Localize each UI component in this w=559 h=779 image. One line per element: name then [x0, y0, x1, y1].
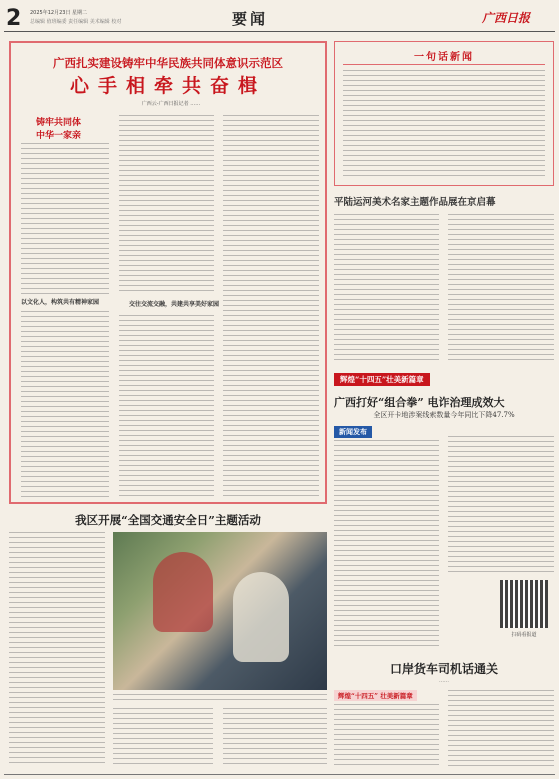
page-number: 2 [6, 6, 22, 31]
art-title: 平陆运河美术名家主题作品展在京启幕 [334, 197, 496, 208]
art-story [334, 190, 554, 368]
policy-text-col2 [448, 436, 554, 576]
news-briefs-rule [343, 64, 545, 65]
traffic-caption [113, 694, 327, 704]
lead-col2-text [119, 115, 214, 295]
header-rule [4, 31, 555, 32]
lead-col1-text [21, 143, 109, 295]
lead-title-line1: 广西扎实建设铸牢中华民族共同体意识示范区 [53, 56, 283, 70]
editor-line: 总编辑 值班编委 责任编辑 美术编辑 校对 [30, 19, 122, 25]
paper-logo: 广西日报 [482, 11, 531, 25]
trade-text-col2 [448, 690, 554, 768]
traffic-photo [113, 532, 327, 690]
policy-text-col1 [334, 440, 439, 646]
art-text-col2 [448, 214, 554, 364]
news-briefs-text [343, 70, 545, 180]
section-title: 要闻 [232, 10, 269, 28]
policy-qr-code[interactable] [500, 580, 548, 628]
trade-tag: 辉煌“十四五” 壮美新篇章 [334, 690, 417, 701]
lead-title-line2: 心手相牵共奋楫 [69, 75, 266, 97]
lead-sec1-heading: 以文化人，构筑共有精神家园 [21, 299, 100, 306]
policy-qr-caption: 扫码看报道 [511, 632, 537, 638]
trade-story [334, 656, 554, 772]
traffic-photo-figure [153, 552, 213, 632]
lead-sec2-heading: 交往交流交融，共建共享美好家园 [129, 301, 220, 308]
traffic-text-col1 [9, 532, 105, 764]
policy-story [334, 392, 554, 650]
promo-banner [334, 373, 554, 389]
traffic-photo-figure-2 [233, 572, 289, 662]
lead-col3-text [223, 115, 319, 497]
trade-title: 口岸货车司机话通关 [389, 662, 498, 676]
side-heading-line2: 中华一家亲 [35, 131, 81, 141]
traffic-title: 我区开展“全国交通安全日”主题活动 [75, 513, 261, 527]
art-text-col1 [334, 214, 439, 364]
page-header [0, 0, 559, 34]
lead-story [9, 41, 327, 504]
traffic-text-col3 [223, 708, 327, 764]
policy-subtitle: 全区开卡地涉案线索数量今年同比下降47.7% [373, 411, 515, 419]
trade-text-col1 [334, 704, 439, 768]
lead-col2-text-b [119, 315, 214, 497]
lead-col1-text-b [21, 311, 109, 497]
footer-rule [4, 774, 555, 775]
news-briefs [334, 41, 554, 186]
trade-byline: …… [439, 678, 449, 684]
date-line: 2025年12月23日 星期二 [30, 10, 88, 16]
side-heading-line1: 铸牢共同体 [35, 118, 81, 128]
policy-title: 广西打好“组合拳” 电诈治理成效大 [334, 396, 505, 409]
lead-byline: 广西云-广西日报记者 …… [141, 101, 201, 107]
promo-text: 辉煌“十四五”壮美新篇章 [334, 373, 430, 386]
traffic-story [9, 510, 327, 772]
news-briefs-heading: 一句话新闻 [414, 52, 474, 63]
traffic-text-col2 [113, 708, 213, 764]
policy-tag: 新闻发布 [334, 426, 372, 438]
lead-side-heading [21, 115, 96, 139]
